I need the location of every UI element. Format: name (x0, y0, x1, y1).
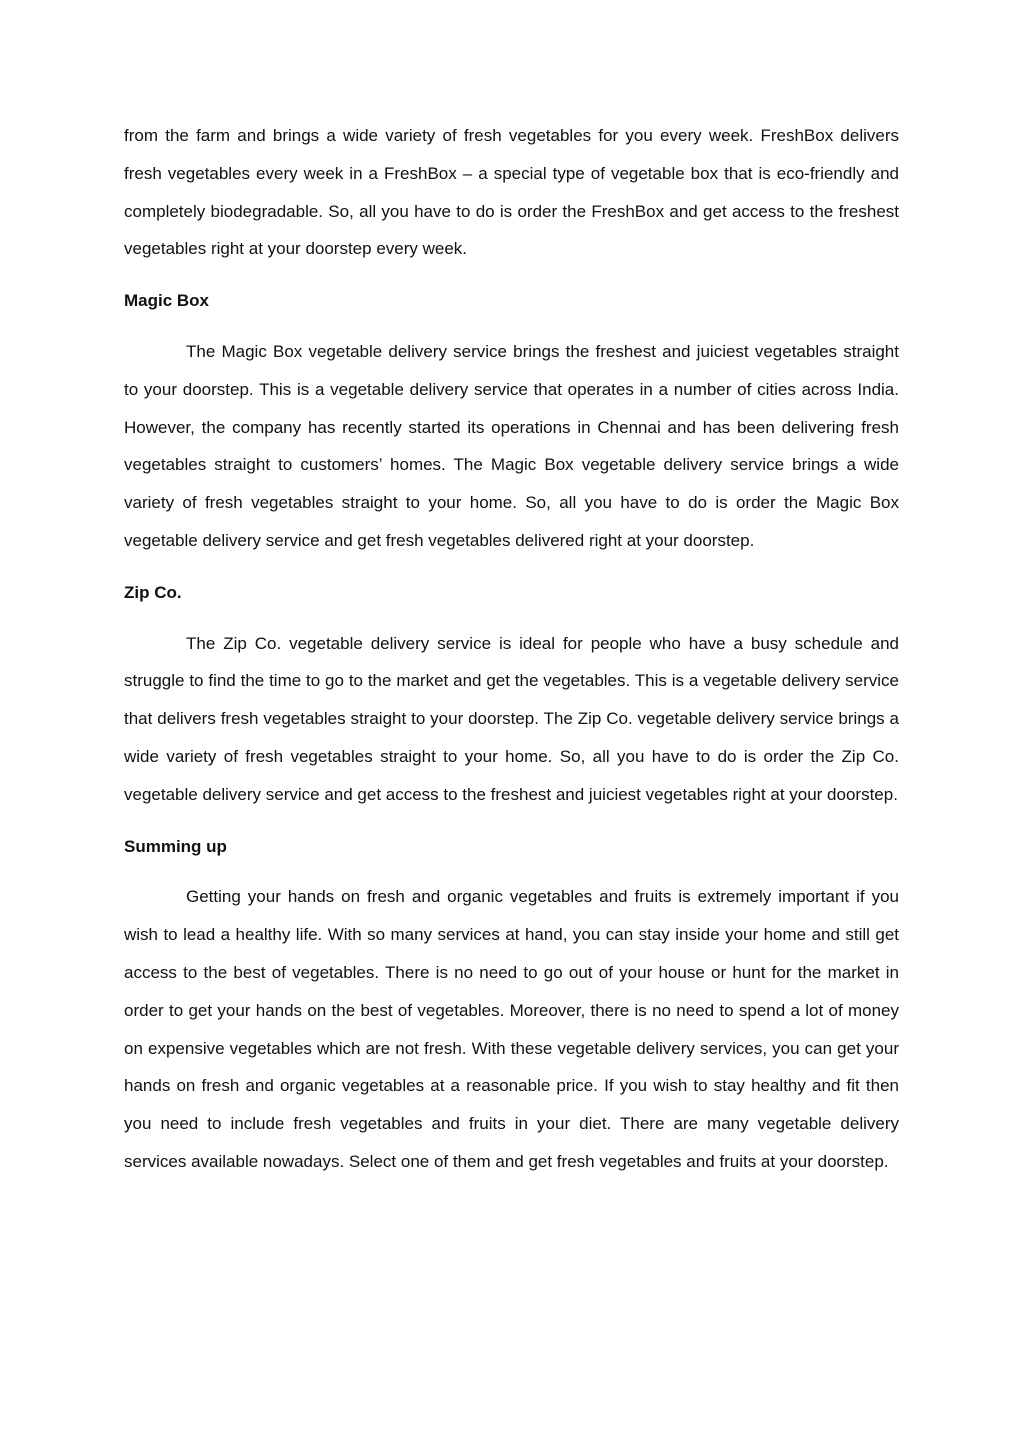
section-body-zip-co: The Zip Co. vegetable delivery service is ideal for people who have a busy schedule and struggle to find the time to go to the market and get the vegetables. This is a vegetable delivery service that delivers fresh vegetables straight to your doorstep. The Zip Co. vegetable delivery service brings a wide variety of fresh vegetables straight to your home. So, all you have to do is order the Zip Co. vegetable delivery service and get access to the freshest and juiciest vegetables right at your doorstep. (124, 633, 899, 804)
section-heading-magic-box: Magic Box (124, 291, 210, 311)
document-page (124, 117, 899, 1181)
intro-paragraph: from the farm and brings a wide variety of fresh vegetables for you every week. FreshBox delivers fresh vegetables every week in a FreshBox – a special type of vegetable box that is eco-friendly and completely biodegradable. So, all you have to do is order the FreshBox and get access to the freshest vegetables right at your doorstep every week. (124, 126, 899, 259)
section-body-summing-up: Getting your hands on fresh and organic vegetables and fruits is extremely important if you wish to lead a healthy life. With so many services at hand, you can stay inside your home and still get access to the best of vegetables. There is no need to go out of your house or hunt for the market in order to get your hands on the best of vegetables. Moreover, there is no need to spend a lot of money on expensive vegetables which are not fresh. With these vegetable delivery services, you can get your hands on fresh and organic vegetables at a reasonable price. If you wish to stay healthy and fit then you need to include fresh vegetables and fruits in your diet. There are many vegetable delivery services available nowadays. Select one of them and get fresh vegetables and fruits at your doorstep. (124, 887, 899, 1171)
section-heading-zip-co: Zip Co. (124, 582, 182, 602)
section-heading-summing-up: Summing up (124, 836, 227, 856)
section-body-magic-box: The Magic Box vegetable delivery service brings the freshest and juiciest vegetables straight to your doorstep. This is a vegetable delivery service that operates in a number of cities across India. However, the company has recently started its operations in Chennai and has been delivering fresh vegetables straight to customers’ homes. The Magic Box vegetable delivery service brings a wide variety of fresh vegetables straight to your home. So, all you have to do is order the Magic Box vegetable delivery service and get fresh vegetables delivered right at your doorstep. (124, 341, 899, 550)
